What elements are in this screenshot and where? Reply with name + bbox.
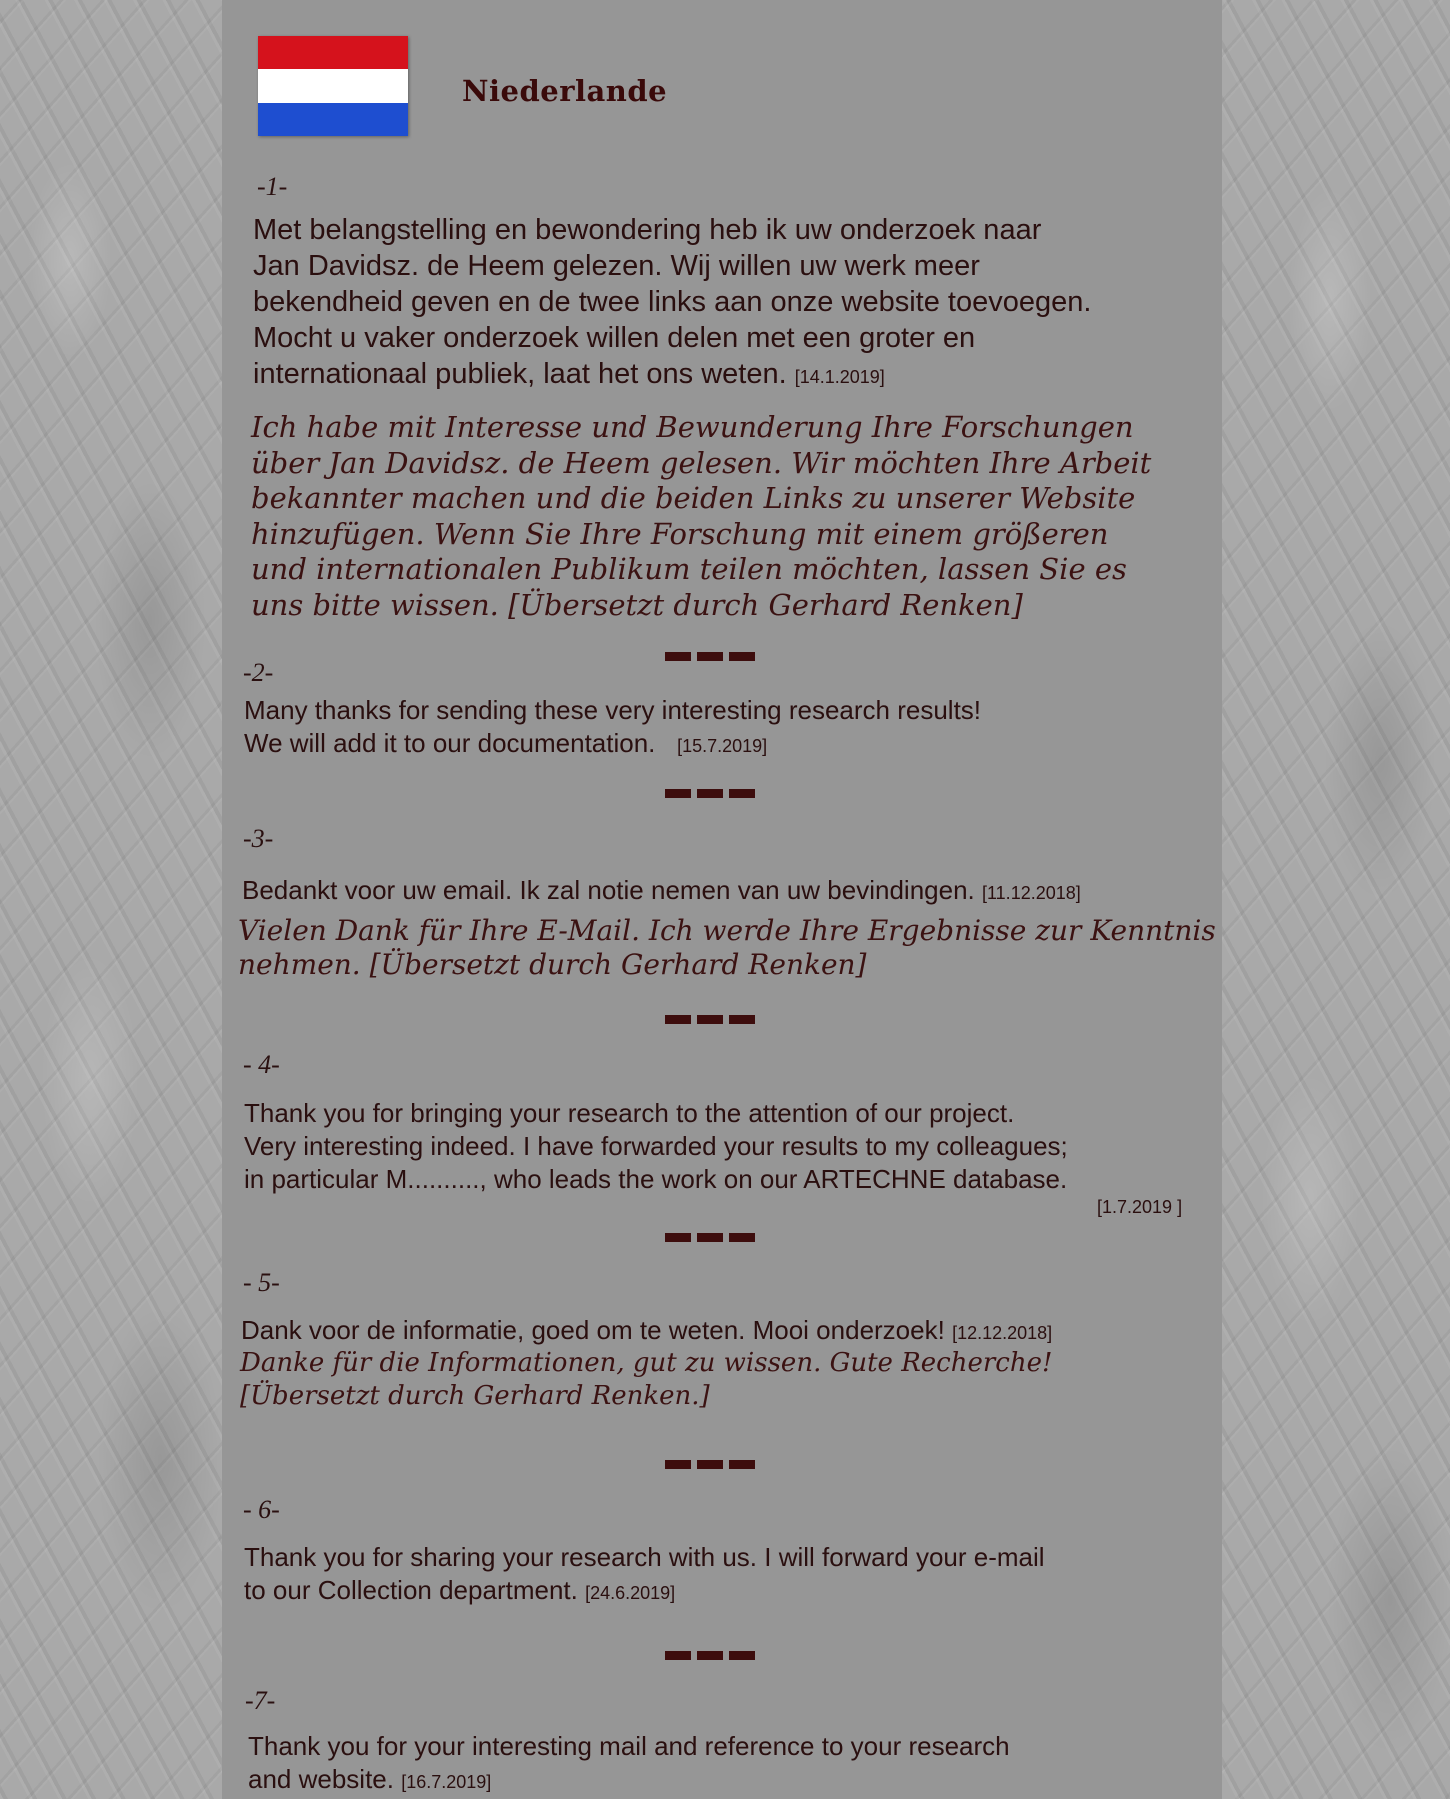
- entry-text-body: Bedankt voor uw email. Ik zal notie nemen van uw bevindingen.: [242, 875, 975, 905]
- separator-icon: [665, 789, 755, 798]
- entry-date: [11.12.2018]: [982, 883, 1081, 903]
- entry-text-body: Many thanks for sending these very interesting research results! We will add it to our documentation.: [244, 695, 982, 758]
- entry-text-body: Thank you for sharing your research with us. I will forward your e-mail to our Collection department.: [244, 1542, 1045, 1605]
- entry-number: - 6-: [243, 1495, 280, 1524]
- flag-blue-stripe: [258, 103, 408, 136]
- entry-text: [244, 1097, 1068, 1196]
- entry-translation: Vielen Dank für Ihre E-Mail. Ich werde Ihre Ergebnisse zur Kenntnis nehmen. [Übersetzt durch Gerhard Renken]: [238, 914, 1216, 981]
- flag-white-stripe: [258, 69, 408, 102]
- entry-date: [24.6.2019]: [585, 1583, 676, 1603]
- netherlands-flag-icon: [258, 36, 408, 136]
- entry-text: [241, 1314, 1052, 1350]
- separator-icon: [665, 1460, 755, 1469]
- entry-translation: Ich habe mit Interesse und Bewunderung Ihre Forschungen über Jan Davidsz. de Heem gelesen. Wir möchten Ihre Arbeit bekannter machen und die beiden Links zu unserer Website hinzufügen. Wenn Sie Ihre Forschung mit einem größeren und internationalen Publikum teilen möchten, lassen Sie es uns bitte wissen. [Übersetzt durch Gerhard Renken]: [251, 410, 1152, 622]
- entry-number: -2-: [243, 658, 274, 687]
- entry-text: [253, 212, 1091, 395]
- entry-date: [16.7.2019]: [401, 1772, 492, 1792]
- entry-text: [244, 1541, 1045, 1610]
- entry-text-body: Dank voor de informatie, goed om te weten. Mooi onderzoek!: [241, 1315, 945, 1345]
- entry-text-body: Met belangstelling en bewondering heb ik uw onderzoek naar Jan Davidsz. de Heem gelezen. Wij willen uw werk meer bekendheid geven en de twee links aan onze website toevoegen. Mocht u vaker onderzoek willen delen met een groter en internationaal publiek, laat het ons weten.: [253, 214, 1092, 390]
- entry-date: [12.12.2018]: [952, 1323, 1053, 1343]
- separator-icon: [665, 1233, 755, 1242]
- entry-number: -3-: [243, 824, 274, 853]
- entry-number: -1-: [257, 172, 288, 201]
- entry-text: [244, 694, 981, 763]
- separator-icon: [665, 1015, 755, 1024]
- entry-date: [15.7.2019]: [677, 736, 768, 756]
- entry-number: - 5-: [243, 1268, 280, 1297]
- separator-icon: [665, 1651, 755, 1660]
- entry-text: [248, 1730, 1010, 1799]
- entry-number: -7-: [245, 1686, 276, 1715]
- entry-number: - 4-: [243, 1050, 280, 1079]
- entry-date: [1.7.2019 ]: [1097, 1197, 1183, 1217]
- page-title: Niederlande: [462, 74, 668, 108]
- entry-translation: Danke für die Informationen, gut zu wissen. Gute Recherche! [Übersetzt durch Gerhard Renken.]: [240, 1348, 1053, 1411]
- separator-icon: [665, 652, 755, 661]
- entry-date: [14.1.2019]: [794, 367, 885, 387]
- entry-text-body: Thank you for bringing your research to the attention of our project. Very interesting indeed. I have forwarded your results to my colleagues; in particular M.........., who leads the work on our ARTECHNE database.: [244, 1098, 1068, 1194]
- entry-text-body: Thank you for your interesting mail and reference to your research and website.: [248, 1731, 1010, 1794]
- entry-text: [242, 874, 1081, 910]
- flag-red-stripe: [258, 36, 408, 69]
